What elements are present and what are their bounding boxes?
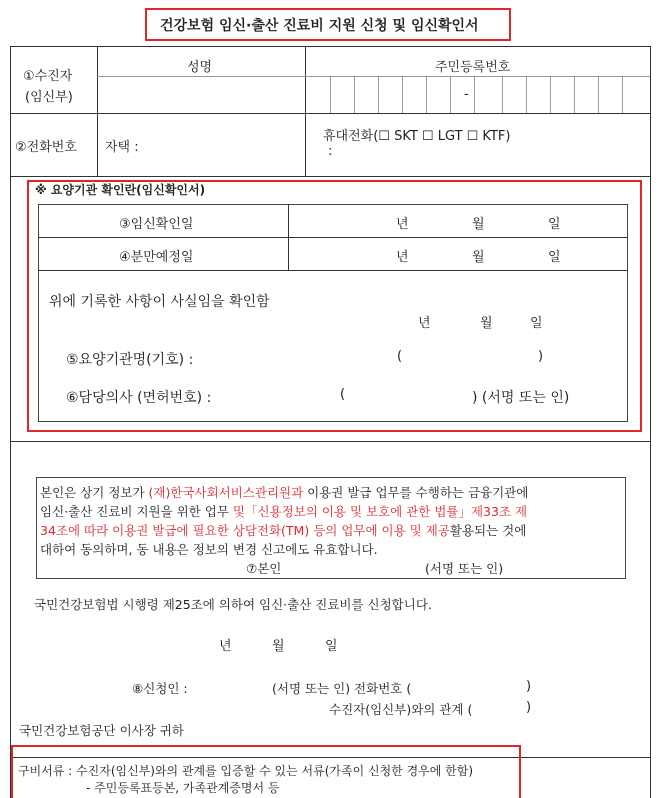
pregnancy-date-label: ③임신확인일 — [119, 217, 194, 232]
name-field[interactable] — [98, 77, 305, 113]
consent-line-1: 본인은 상기 정보가 (재)한국사회서비스관리원과 이용권 발급 업무를 수행하는 금융기관에 — [40, 485, 529, 500]
pregnancy-year: 년 — [396, 217, 409, 232]
consent-line-2: 임신·출산 진료비 지원을 위한 업무 및「신용정보의 이용 및 보호에 관한 법률」제33조 제 — [40, 504, 528, 519]
documents-line-2: - 주민등록표등본, 가족관계증명서 등 — [86, 781, 280, 795]
home-phone-label: 자택 : — [105, 140, 139, 155]
pregnancy-date-field[interactable] — [290, 206, 626, 236]
consent-self-label: ⑦본인 — [246, 561, 282, 576]
applicant-sign[interactable]: (서명 또는 인) 전화번호 ( — [272, 681, 412, 696]
consent-line-3: 34조에 따라 이용권 발급에 필요한 상담전화(TM) 등의 업무에 이용 및 제공활용되는 것에 — [40, 523, 527, 538]
request-day: 일 — [325, 639, 338, 654]
confirm-day: 일 — [530, 316, 543, 331]
request-month: 월 — [272, 639, 285, 654]
pregnancy-month: 월 — [472, 217, 485, 232]
due-date-field[interactable] — [290, 239, 626, 269]
due-date-label: ④분만예정일 — [119, 250, 194, 265]
phone-label: ②전화번호 — [15, 140, 77, 155]
confirm-month: 월 — [480, 316, 493, 331]
consent-sign[interactable]: (서명 또는 인) — [425, 561, 504, 576]
doctor-field[interactable] — [348, 383, 468, 405]
relation-close-paren: ) — [526, 700, 532, 715]
applicant-sign-label: ⑧신청인 : — [132, 681, 188, 696]
home-phone-field[interactable] — [150, 120, 300, 170]
confirm-section-title: ※ 요양기관 확인란(임신확인서) — [35, 183, 206, 197]
request-statement: 국민건강보험법 시행령 제25조에 의하여 임신·출산 진료비를 신청합니다. — [34, 597, 432, 612]
mobile-carrier-options[interactable]: 휴대전화(☐ SKT ☐ LGT ☐ KTF) — [323, 129, 511, 144]
name-header: 성명 — [187, 60, 213, 75]
confirm-statement: 위에 기록한 사항이 사실임을 확인함 — [49, 294, 270, 310]
facility-close-paren: ) — [538, 349, 544, 364]
facility-label: ⑤요양기관명(기호) : — [66, 352, 194, 368]
due-day: 일 — [548, 250, 561, 265]
rrn-dash: - — [464, 87, 469, 102]
page-title: 건강보험 임신·출산 진료비 지원 신청 및 임신확인서 — [160, 18, 479, 34]
applicant-label-2: (임신부) — [25, 90, 73, 105]
pregnancy-day: 일 — [548, 217, 561, 232]
rrn-header: 주민등록번호 — [435, 60, 511, 75]
doctor-sign: ) (서명 또는 인) — [472, 390, 570, 406]
rrn-field[interactable] — [306, 77, 650, 113]
due-year: 년 — [396, 250, 409, 265]
documents-line-1: 구비서류 : 수진자(임신부)와의 관계를 입증할 수 있는 서류(가족이 신청한 경우에 한함) — [18, 764, 474, 778]
confirm-year: 년 — [418, 316, 431, 331]
applicant-label-1: ①수진자 — [23, 69, 73, 84]
doctor-label: ⑥담당의사 (면허번호) : — [66, 390, 212, 406]
consent-line-4: 대하여 동의하며, 동 내용은 정보의 변경 신고에도 유효합니다. — [40, 542, 378, 557]
addressee: 국민건강보험공단 이사장 귀하 — [19, 723, 184, 738]
facility-field[interactable] — [405, 345, 535, 367]
mobile-colon: : — [328, 144, 333, 159]
relation-label[interactable]: 수진자(임신부)와의 관계 ( — [329, 702, 473, 717]
doctor-open-paren: ( — [340, 387, 346, 402]
facility-open-paren: ( — [397, 349, 403, 364]
phone-close-paren: ) — [526, 679, 532, 694]
request-year: 년 — [219, 639, 232, 654]
due-month: 월 — [472, 250, 485, 265]
